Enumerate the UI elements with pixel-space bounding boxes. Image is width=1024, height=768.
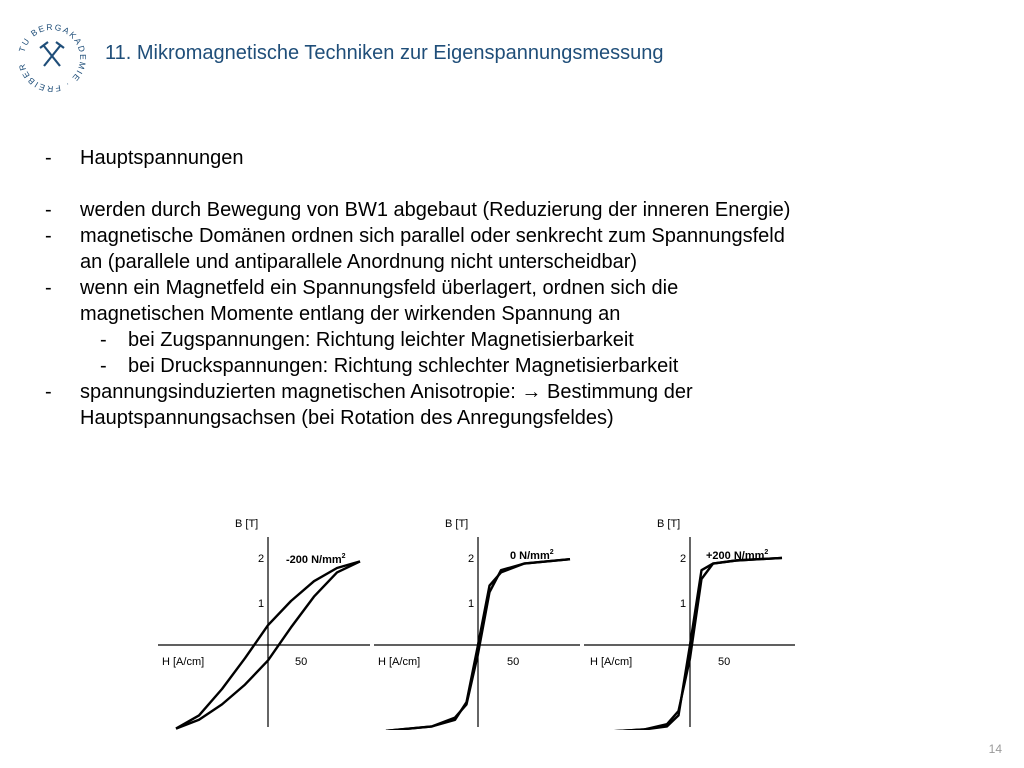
bullet-text: magnetische Domänen ordnen sich parallel oder senkrecht zum Spannungsfeld xyxy=(80,225,785,247)
x-tick-50: 50 xyxy=(295,656,308,668)
stress-label xyxy=(286,553,346,566)
sub-bullet-text: bei Zugspannungen: Richtung leichter Magnetisierbarkeit xyxy=(128,329,634,351)
bullet-text-continued: an (parallele und antiparallele Anordnung nicht unterscheidbar) xyxy=(80,251,638,273)
y-tick-1: 1 xyxy=(258,598,265,610)
y-tick-1: 1 xyxy=(680,598,687,610)
plot-panel-3 xyxy=(584,518,795,730)
sub-bullet-item xyxy=(45,327,1005,353)
plot-panel-2 xyxy=(374,518,580,730)
bullet-text: Bestimmung der xyxy=(546,381,693,403)
hysteresis-plots xyxy=(150,515,810,730)
bullet-dash: - xyxy=(45,199,52,221)
hammer-and-pick-icon xyxy=(40,42,64,66)
x-axis-label: H [A/cm] xyxy=(378,656,421,668)
bullet-dash: - xyxy=(100,355,107,377)
bullet-item xyxy=(45,275,1005,327)
bullet-dash: - xyxy=(45,225,52,247)
bullet-dash: - xyxy=(45,277,52,299)
stress-label xyxy=(510,549,554,562)
bullet-text-continued: magnetischen Momente entlang der wirkenden Spannung an xyxy=(80,303,621,325)
x-axis-label: H [A/cm] xyxy=(162,656,205,668)
bullet-item xyxy=(45,223,1005,275)
stress-unit-exponent: 2 xyxy=(549,549,554,556)
y-tick-2: 2 xyxy=(680,553,687,565)
bullet-item xyxy=(45,197,1005,223)
bullet-list xyxy=(45,145,1005,431)
arrow-right-icon: → xyxy=(521,381,542,403)
bullet-text: spannungsinduzierten magnetischen Anisotropie: xyxy=(80,381,516,403)
logo-ring-text: TU BERGAKADEMIE · FREIBER xyxy=(16,22,89,94)
x-tick-50: 50 xyxy=(718,656,731,668)
slide-title: 11. Mikromagnetische Techniken zur Eigenspannungsmessung xyxy=(105,42,664,64)
sub-bullet-item xyxy=(45,353,1005,379)
stress-unit-exponent: 2 xyxy=(764,549,769,556)
y-axis-label: B [T] xyxy=(235,518,259,530)
bullet-text: werden durch Bewegung von BW1 abgebaut (Reduzierung der inneren Energie) xyxy=(80,199,791,221)
x-tick-50: 50 xyxy=(507,656,520,668)
y-axis-label: B [T] xyxy=(445,518,469,530)
y-tick-1: 1 xyxy=(468,598,475,610)
stress-unit-exponent: 2 xyxy=(341,553,346,560)
bullet-item xyxy=(45,145,1005,171)
bullet-text: Hauptspannungen xyxy=(80,147,244,169)
stress-value: -200 N/mm xyxy=(286,554,342,566)
page-number: 14 xyxy=(988,742,1002,756)
y-tick-2: 2 xyxy=(468,553,475,565)
bullet-item xyxy=(45,379,1005,431)
bullet-dash: - xyxy=(45,147,52,169)
plot-panel-1 xyxy=(158,518,370,729)
bullet-dash: - xyxy=(100,329,107,351)
stress-value: 0 N/mm xyxy=(510,550,550,562)
bullet-text-continued: Hauptspannungsachsen (bei Rotation des Anregungsfeldes) xyxy=(80,407,614,429)
university-logo xyxy=(10,22,94,94)
bullet-text: wenn ein Magnetfeld ein Spannungsfeld überlagert, ordnen sich die xyxy=(80,277,679,299)
stress-value: +200 N/mm xyxy=(706,550,765,562)
y-tick-2: 2 xyxy=(258,553,265,565)
y-axis-label: B [T] xyxy=(657,518,681,530)
x-axis-label: H [A/cm] xyxy=(590,656,633,668)
sub-bullet-text: bei Druckspannungen: Richtung schlechter Magnetisierbarkeit xyxy=(128,355,679,377)
bullet-dash: - xyxy=(45,381,52,403)
